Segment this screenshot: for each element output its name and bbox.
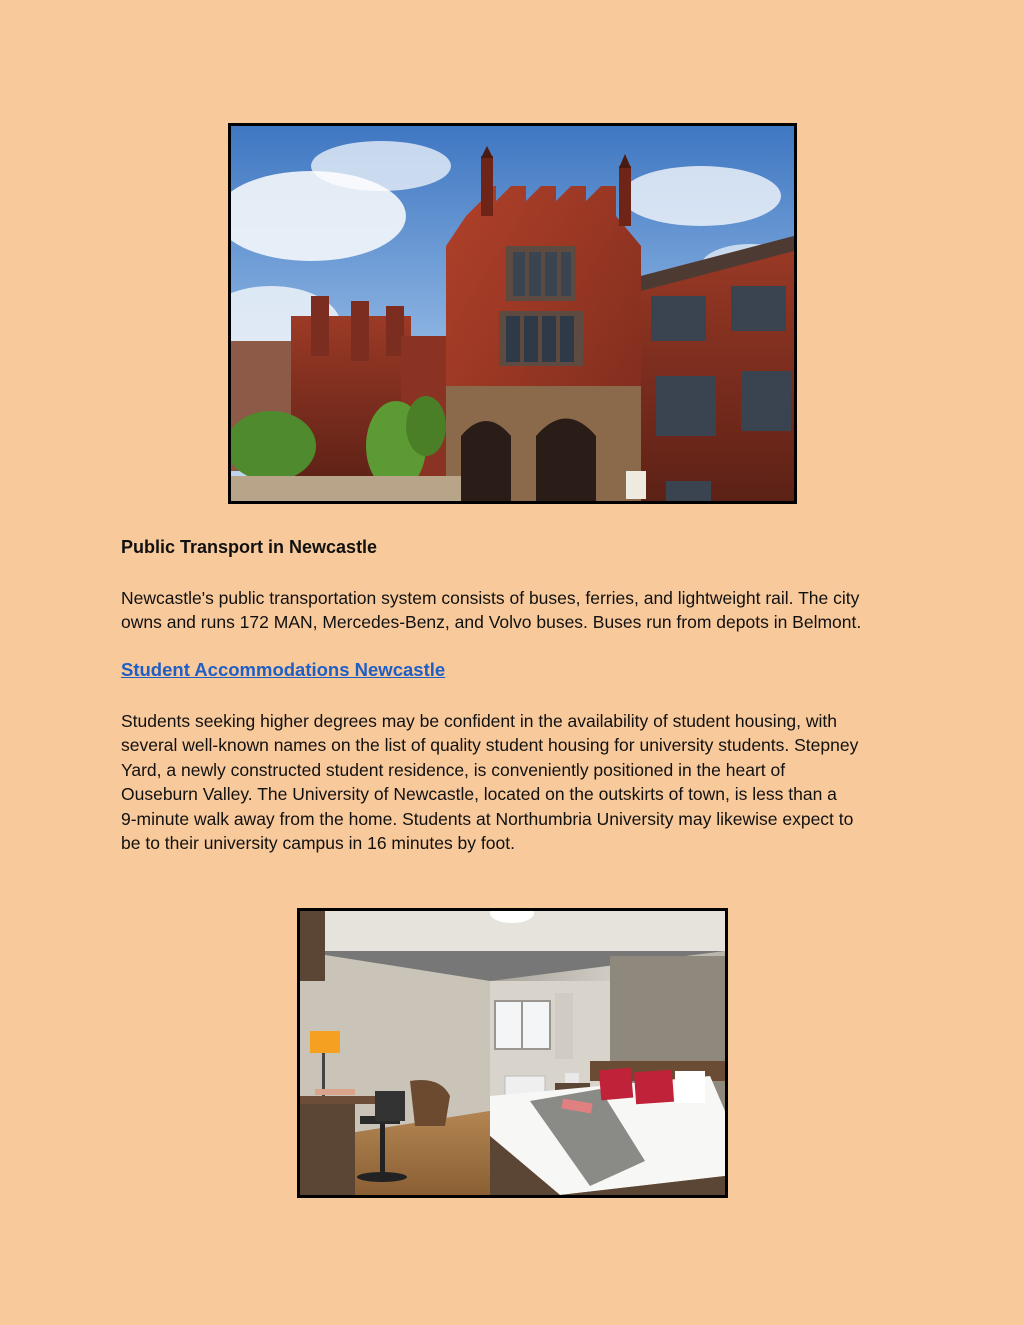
student-bedroom-photo bbox=[297, 908, 728, 1198]
university-building-illustration bbox=[231, 126, 794, 501]
university-building-photo bbox=[228, 123, 797, 504]
student-bedroom-illustration bbox=[300, 911, 725, 1195]
students-paragraph: Students seeking higher degrees may be confident in the availability of student housing, with several well-known names on the list of quality student housing for university students. Stepney Yard, a newly constructed student residence, is conveniently positioned in the heart of Ouseburn Valley. The University of Newcastle, located on the outskirts of town, is less than a 9-minute walk away from the home. Students at Northumbria University may likewise expect to be to their university campus in 16 minutes by foot. bbox=[121, 711, 859, 854]
section-heading: Public Transport in Newcastle bbox=[121, 537, 378, 557]
student-accommodations-link[interactable]: Student Accommodations Newcastle bbox=[121, 659, 446, 680]
transport-paragraph: Newcastle's public transportation system consists of buses, ferries, and lightweight rail. The city owns and runs 172 MAN, Mercedes-Benz, and Volvo buses. Buses run from depots in Belmont. bbox=[121, 588, 862, 633]
